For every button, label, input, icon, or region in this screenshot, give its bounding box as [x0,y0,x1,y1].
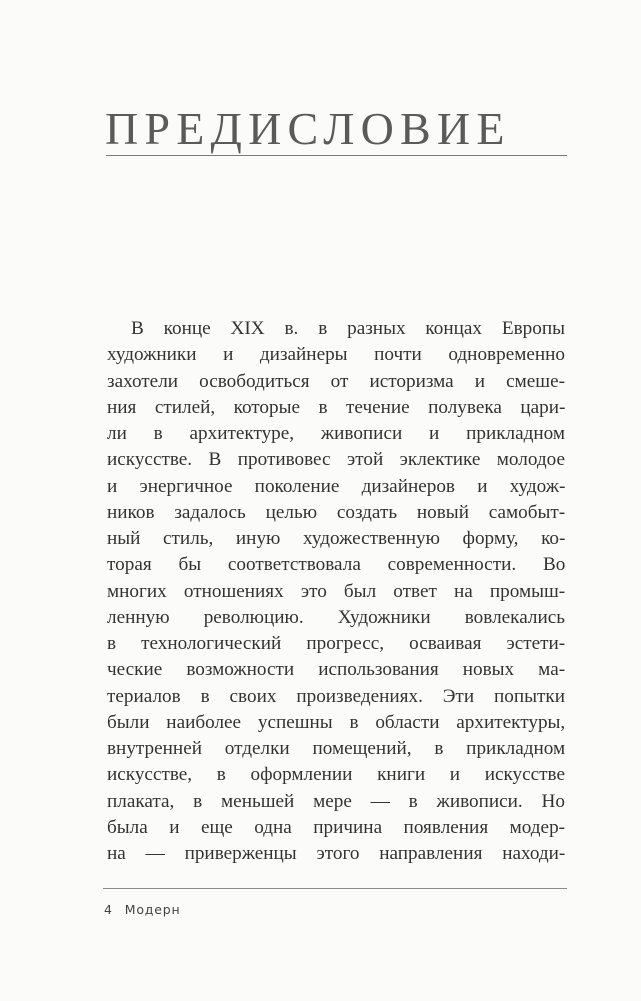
body-line: ческие возможности использования новых ма- [107,659,566,681]
body-line: В конце XIX в. в разных концах Европы [131,318,565,339]
body-line: ный стиль, иную художественную форму, ко- [107,528,566,549]
body-line: ников задалось целью создать новый самобыт- [107,501,566,523]
body-line: были наиболее успешны в области архитектуры, [107,711,566,733]
body-line: на — приверженцы этого направления находи- [107,843,566,864]
chapter-title: ПРЕДИСЛОВИЕ [105,103,511,154]
body-paragraph [107,316,565,867]
body-line: художники и дизайнеры почти одновременно [107,344,565,366]
footer-divider [103,888,567,889]
body-line: в технологический прогресс, осваивая эстети- [107,633,566,654]
body-line: ния стилей, которые в течение полувека цари- [107,396,566,418]
body-line: многих отношениях это был ответ на промыш- [107,580,566,602]
page-number: 4 [104,902,113,917]
page-footer [104,902,180,918]
body-line: териалов в своих произведениях. Эти попытки [107,685,565,707]
body-line: была и еще одна причина появления модер- [107,816,566,838]
body-line: внутренней отделки помещений, в прикладном [107,738,566,759]
body-line: ли в архитектуре, живописи и прикладном [107,423,566,444]
body-line: искусстве, в оформлении книги и искусстве [107,764,565,786]
body-line: торая бы соответствовала современности. Во [107,554,566,576]
body-line: и энергичное поколение дизайнеров и худож- [107,475,566,497]
running-title: Модерн [124,902,181,917]
body-line: захотели освободиться от историзма и смеше- [107,370,565,392]
body-line: ленную революцию. Художники вовлекались [107,606,565,628]
title-divider [106,155,567,156]
body-line: искусстве. В противовес этой эклектике молодое [107,449,565,471]
body-line: плаката, в меньшей мере — в живописи. Но [107,790,565,812]
